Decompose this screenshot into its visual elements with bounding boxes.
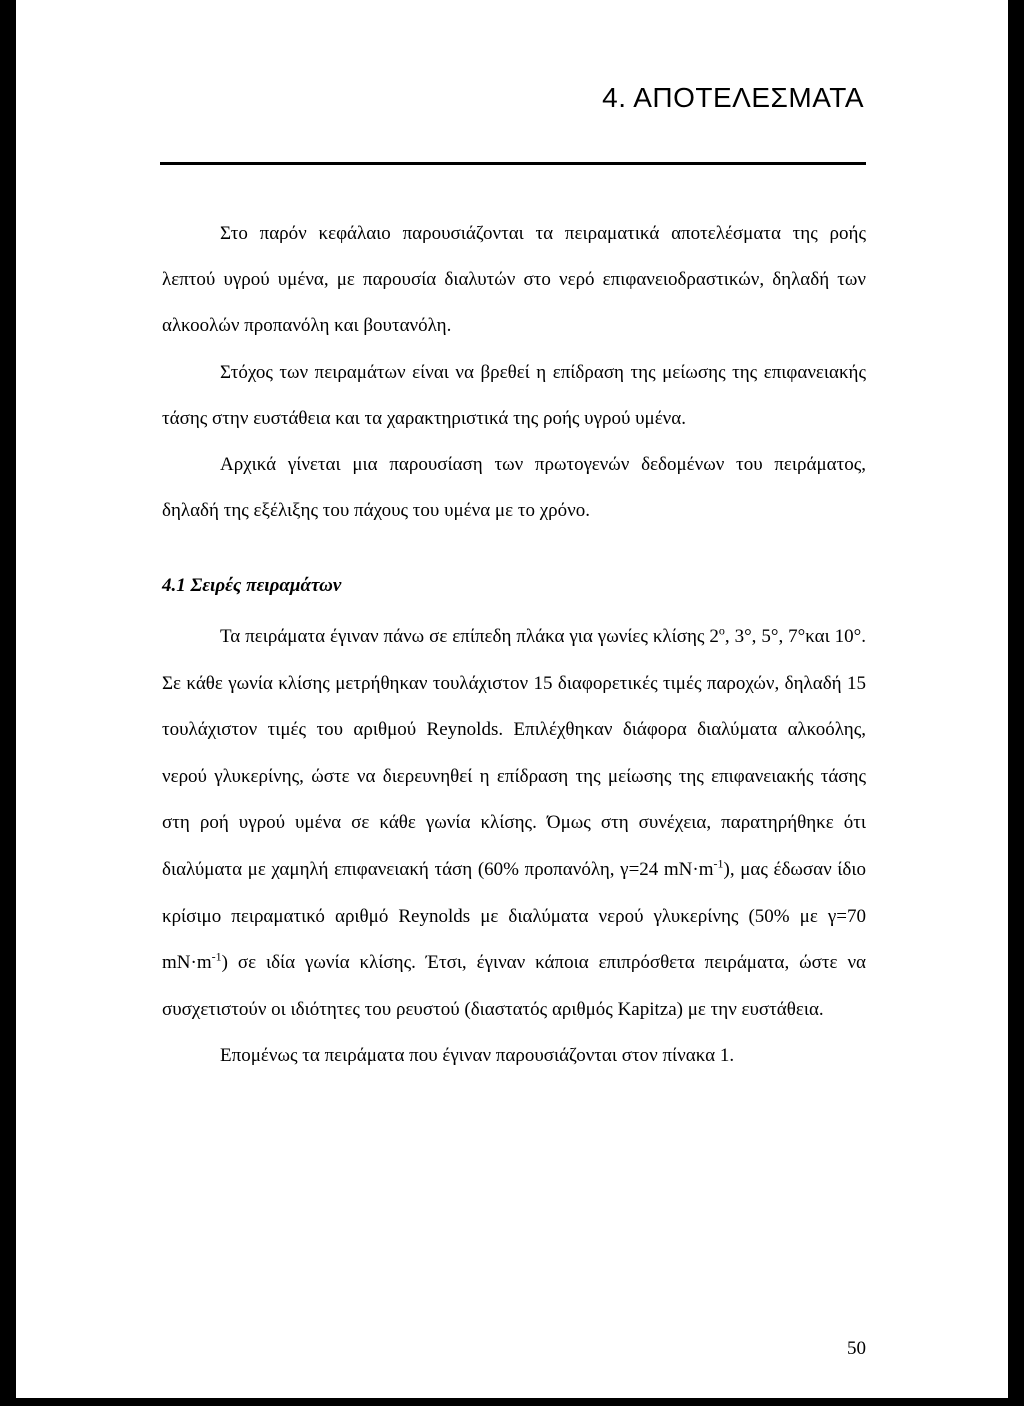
section-paragraph-2: Επομένως τα πειράματα που έγιναν παρουσιάζονται στον πίνακα 1.	[220, 1045, 735, 1067]
scan-border-bottom	[0, 1398, 1024, 1406]
section-p1-text-2: , 3°, 5°, 7°και 10°. Σε κάθε γωνία κλίσης μετρήθηκαν τουλάχιστον 15 διαφορετικές τιμές παροχών, δηλαδή 15 τουλάχιστον τιμές του αριθμού Reynolds. Επιλέχθηκαν διάφορα διαλύματα αλκοόλης, νερού γλυκερίνης, ώστε να διερευνηθεί η επίδραση της μείωσης της επιφανειακής τάσης στη ροή υγρού υμένα σε κάθε γωνία κλίσης. Όμως στη συνέχεια, παρατηρήθηκε ότι διαλύματα με χαμηλή επιφανειακή τάση (60% προπανόλη, γ=24 mN·m	[162, 626, 866, 880]
title-underline-rule	[160, 162, 866, 165]
section-heading: 4.1 Σειρές πειραμάτων	[162, 575, 342, 596]
chapter-title: 4. ΑΠΟΤΕΛΕΣΜΑΤΑ	[602, 82, 864, 113]
unit-exponent-1: -1	[713, 856, 724, 871]
scan-border-right	[1008, 0, 1024, 1406]
section-paragraph-1	[162, 614, 866, 1033]
unit-exponent-2: -1	[211, 949, 222, 964]
section-p1-text-3: ), μας έδωσαν ίδιο κρίσιμο πειραματικό αριθμό Reynolds με διαλύματα νερού γλυκερίνης (50% με γ=70 mN·m	[162, 858, 866, 974]
section-p1-text-4: ) σε ιδία γωνία κλίσης. Έτσι, έγιναν κάποια επιπρόσθετα πειράματα, ώστε να συσχετιστούν οι ιδιότητες του ρευστού (διαστατός αριθμός Kapitza) με την ευστάθεια.	[162, 952, 866, 1020]
page-number: 50	[847, 1338, 866, 1359]
section-text	[162, 614, 866, 1080]
intro-paragraph-3: Αρχικά γίνεται μια παρουσίαση των πρωτογενών δεδομένων του πειράματος, δηλαδή της εξέλιξης του πάχους του υμένα με το χρόνο.	[162, 454, 866, 522]
scan-border-left	[0, 0, 16, 1406]
section-p1-text-1: Τα πειράματα έγιναν πάνω σε επίπεδη πλάκα για γωνίες κλίσης 2	[220, 626, 719, 647]
intro-text	[162, 211, 866, 534]
intro-paragraph-1: Στο παρόν κεφάλαιο παρουσιάζονται τα πειραματικά αποτελέσματα της ροής λεπτού υγρού υμένα, με παρουσία διαλυτών στο νερό επιφανειοδραστικών, δηλαδή των αλκοολών προπανόλη και βουτανόλη.	[162, 223, 866, 337]
degree-superscript: ο	[718, 623, 725, 638]
intro-paragraph-2: Στόχος των πειραμάτων είναι να βρεθεί η επίδραση της μείωσης της επιφανειακής τάσης στην ευστάθεια και τα χαρακτηριστικά της ροής υγρού υμένα.	[162, 361, 866, 429]
